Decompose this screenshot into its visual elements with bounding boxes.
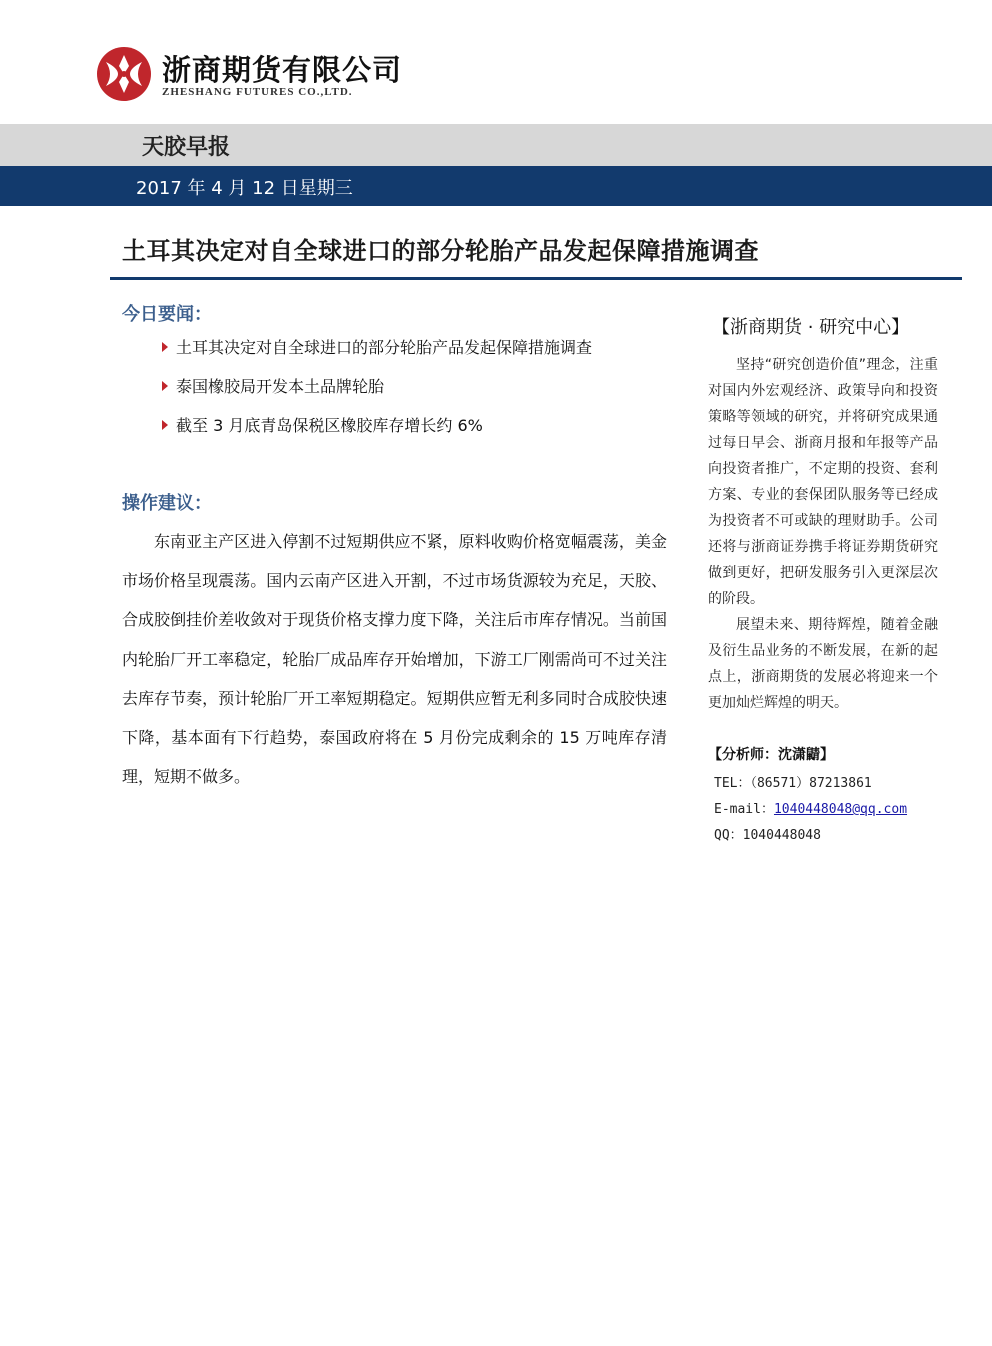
contact-email — [714, 798, 907, 817]
bullet-arrow-icon — [162, 381, 168, 391]
bullet-arrow-icon — [162, 342, 168, 352]
headline-divider — [110, 277, 962, 280]
news-item — [162, 374, 384, 397]
advice-heading: 操作建议： — [122, 493, 212, 514]
analyst-name: 【分析师：沈潇鼱】 — [708, 747, 834, 763]
intro-paragraph: 展望未来、期待辉煌，随着金融及衍生品业务的不断发展，在新的起点上，浙商期货的发展必将迎来一个更加灿烂辉煌的明天。 — [708, 617, 938, 711]
advice-text: 东南亚主产区进入停割不过短期供应不紧，原料收购价格宽幅震荡，美金市场价格呈现震荡。国内云南产区进入开割，不过市场货源较为充足，天胶、合成胶倒挂价差收敛对于现货价格支撑力度下降，关注后市库存情况。当前国内轮胎厂开工率稳定，轮胎厂成品库存开始增加，下游工厂刚需尚可不过关注去库存节奏，预计轮胎厂开工率短期稳定。短期供应暂无利多同时合成胶快速下降，基本面有下行趋势，泰国政府将在 5 月份完成剩余的 15 万吨库存清理，短期不做多。 — [122, 532, 667, 787]
tel-label: TEL： — [714, 776, 751, 791]
headline: 土耳其决定对自全球进口的部分轮胎产品发起保障措施调查 — [122, 237, 759, 265]
intro-paragraph: 坚持“研究创造价值”理念，注重对国内外宏观经济、政策导向和投资策略等领域的研究，并将研究成果通过每日早会、浙商月报和年报等产品向投资者推广，不定期的投资、套利方案、专业的套保团队服务等已经成为投资者不可或缺的理财助手。公司还将与浙商证券携手将证券期货研究做到更好，把研发服务引入更深层次的阶段。 — [708, 357, 938, 607]
research-center-intro — [708, 352, 938, 716]
company-logo — [96, 46, 152, 102]
company-name-cn: 浙商期货有限公司 — [162, 53, 403, 87]
bullet-arrow-icon — [162, 420, 168, 430]
report-date: 2017 年 4 月 12 日星期三 — [136, 178, 353, 199]
qq-value: 1040448048 — [742, 828, 821, 843]
report-title: 天胶早报 — [142, 135, 231, 160]
news-item-text: 泰国橡胶局开发本土品牌轮胎 — [176, 377, 385, 396]
email-label: E-mail： — [714, 802, 774, 817]
tel-value: （86571）87213861 — [750, 776, 872, 791]
news-item — [162, 413, 483, 436]
company-name-en: ZHESHANG FUTURES CO.,LTD. — [162, 86, 353, 98]
contact-tel — [714, 772, 872, 791]
news-item — [162, 335, 592, 358]
news-item-text: 截至 3 月底青岛保税区橡胶库存增长约 6% — [176, 416, 483, 435]
email-link[interactable]: 1040448048@qq.com — [773, 802, 908, 817]
qq-label: QQ： — [714, 828, 743, 843]
contact-qq — [714, 824, 821, 843]
research-center-heading: 【浙商期货 · 研究中心】 — [712, 317, 910, 338]
news-item-text: 土耳其决定对自全球进口的部分轮胎产品发起保障措施调查 — [176, 338, 593, 357]
news-heading: 今日要闻： — [122, 304, 212, 325]
